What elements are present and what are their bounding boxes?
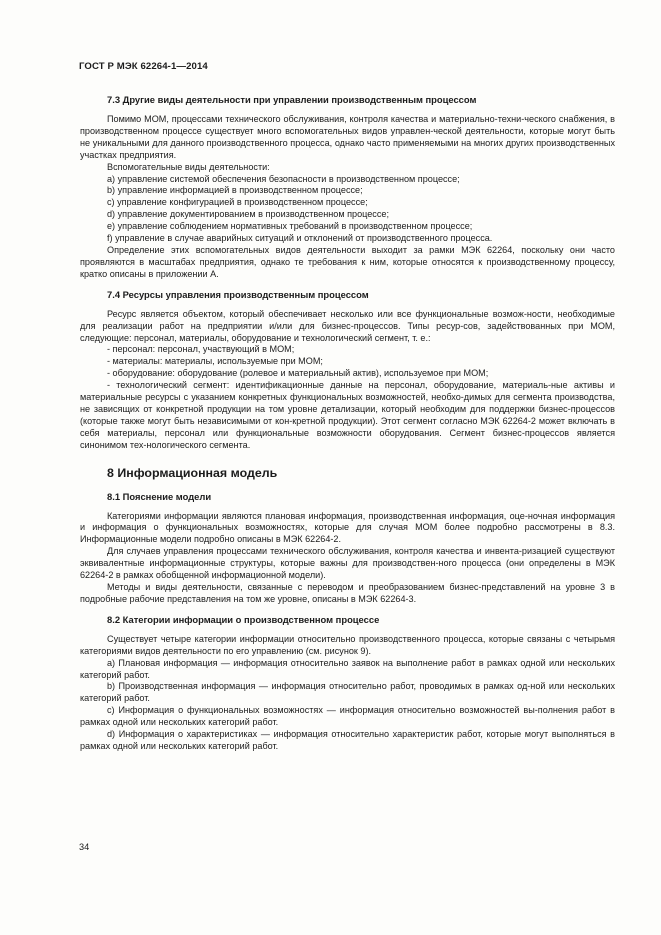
page-content bbox=[80, 94, 615, 753]
section-8-2-item-d: d) Информация о характеристиках — информация относительно характеристик работ, которые могут выполняться в рамках одной или нескольких категорий работ. bbox=[80, 729, 615, 751]
list-item: c) управление конфигурацией в производственном процессе; bbox=[107, 197, 368, 208]
section-7-3-list-intro: Вспомогательные виды деятельности: bbox=[107, 161, 270, 172]
list-item: a) управление системой обеспечения безопасности в производственном процессе; bbox=[107, 173, 460, 184]
section-7-3-heading: 7.3 Другие виды деятельности при управлении производственным процессом bbox=[107, 94, 477, 105]
section-8-2-item-a: a) Плановая информация — информация относительно заявок на выполнение работ в рамках одной или нескольких категорий работ. bbox=[80, 657, 615, 680]
section-7-3-paragraph-2: Определение этих вспомогательных видов деятельности выходит за рамки МЭК 62264, поскольку они часто проявляются в масштабах предприятия, однако те требования к ним, которые относятся к производственному процессу, кратко описаны в приложении А. bbox=[80, 244, 615, 279]
section-7-4-heading: 7.4 Ресурсы управления производственным процессом bbox=[107, 288, 369, 300]
section-7-4-paragraph-2: - технологический сегмент: идентификационные данные на персонал, оборудование, материаль-ные активы и материальные ресурсы с указанием конкретных функциональных возможностей, необхо-димых для сегмента производства, не зависящих от конкретной продукции на том уровне детализации, который необходим для поддержки бизнес-процессов (которые также могут быть независимыми от кон-кретной продукции). Этот сегмент согласно МЭК 62264-2 может включать в себя материалы, персонал или функциональные возможности оборудования. Сегмент бизнес-процессов является синонимом тех-нологического сегмента. bbox=[80, 380, 615, 450]
section-8-2-paragraph-1: Существует четыре категории информации относительно производственного процесса, которые связаны с четырьмя категориями видов деятельности по его управлению (см. рисунок 9). bbox=[80, 633, 615, 656]
list-item: f) управление в случае аварийных ситуаций и отклонений от производственного процесса. bbox=[107, 233, 493, 244]
section-8-1-paragraph-1: Категориями информации являются плановая информация, производственная информация, оце-ночная информация и информация о функциональных возможностях, которые для случая МОМ более подробно рассмотрены в 8.3. Информационные модели подробно описаны в МЭК 62264-2. bbox=[80, 510, 615, 545]
list-item: - материалы: материалы, используемые при МОМ; bbox=[107, 356, 323, 367]
list-item: e) управление соблюдением нормативных требований в производственном процессе; bbox=[107, 221, 473, 232]
section-8-heading: 8 Информационная модель bbox=[107, 465, 278, 480]
section-8-1-paragraph-2: Для случаев управления процессами технического обслуживания, контроля качества и инвента-ризацией существуют эквивалентные информационные структуры, которые важны для производствен-ного процесса (они определены в МЭК 62264-2 в рамках обобщенной информационной модели). bbox=[80, 546, 615, 581]
section-8-1-heading: 8.1 Пояснение модели bbox=[107, 490, 212, 502]
page-number: 34 bbox=[79, 842, 90, 852]
standard-header: ГОСТ Р МЭК 62264-1—2014 bbox=[79, 61, 208, 72]
list-item: d) управление документированием в производственном процессе; bbox=[107, 209, 389, 220]
section-8-1-paragraph-3: Методы и виды деятельности, связанные с переводом и преобразованием бизнес-представлений на уровне 3 в подробные рабочие представления на том же уровне, описаны в МЭК 62264-3. bbox=[80, 582, 615, 604]
list-item: - оборудование: оборудование (ролевое и материальный актив), используемое при МОМ; bbox=[107, 368, 489, 379]
list-item: - персонал: персонал, участвующий в МОМ; bbox=[107, 344, 295, 355]
list-item: b) управление информацией в производственном процессе; bbox=[107, 185, 363, 196]
section-7-4-paragraph-1: Ресурс является объектом, который обеспечивает несколько или все функциональные возмож-ности, необходимые для реализации работ на предприятии и/или для бизнес-процессов. Типы ресур-сов, задействованных при МОМ, следующие: персонал, материалы, оборудование и технологический сегмент, т. е.: bbox=[80, 308, 615, 343]
section-7-3-paragraph-1: Помимо МОМ, процессами технического обслуживания, контроля качества и материально-техни-ческого снабжения, в производственном процессе существует много вспомогательных видов управлен-ческой деятельности, которые могут быть не уникальными для данного производственного процесса, однако часто применяемыми на многих других производственных участках предприятия. bbox=[80, 114, 615, 160]
section-8-2-item-b: b) Производственная информация — информация относительно работ, проводимых в рамках од-ной или нескольких категорий работ. bbox=[80, 681, 615, 704]
section-8-2-item-c: c) Информация о функциональных возможностях — информация относительно возможностей вы-полнения работ в рамках одной или нескольких категорий работ. bbox=[80, 705, 615, 728]
section-8-2-heading: 8.2 Категории информации о производственном процессе bbox=[107, 613, 380, 625]
